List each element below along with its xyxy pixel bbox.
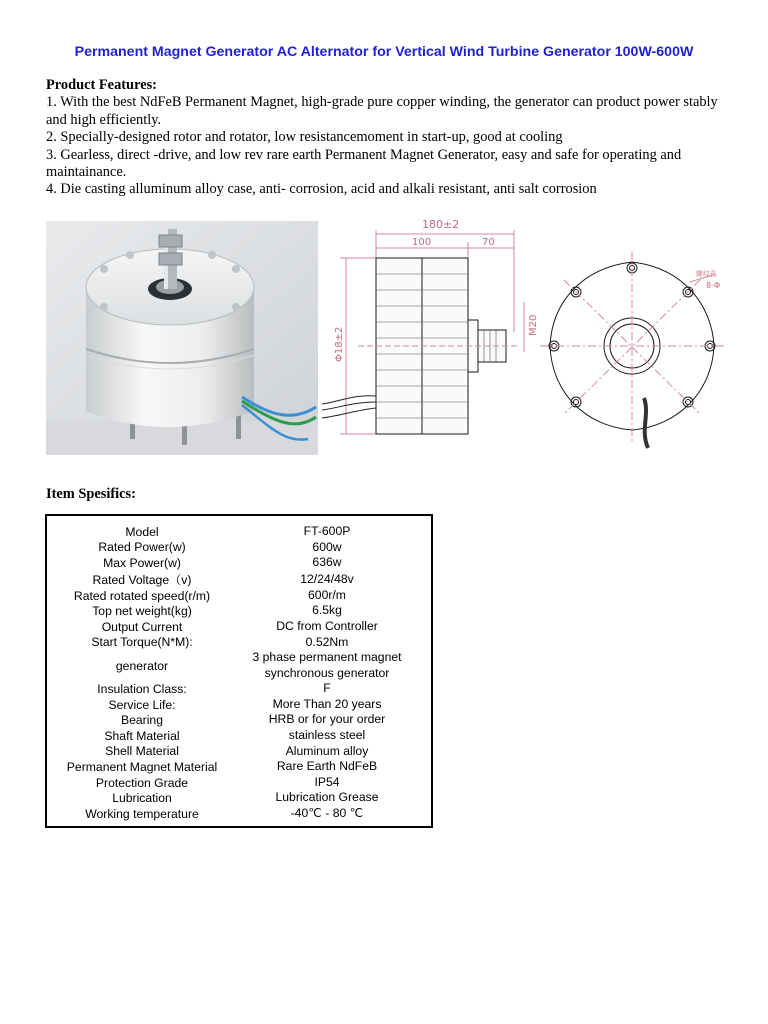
spec-key: Insulation Class: <box>97 681 187 696</box>
spec-row <box>47 759 431 775</box>
spec-value: More Than 20 years <box>272 696 382 711</box>
spec-row <box>47 540 431 556</box>
spec-value: F <box>323 681 331 696</box>
spec-value: 600r/m <box>308 587 346 602</box>
spec-row <box>47 603 431 619</box>
spec-key: Start Torque(N*M): <box>91 635 193 650</box>
spec-value: 3 phase permanent magnet synchronous generator <box>252 650 402 680</box>
spec-value: IP54 <box>314 774 340 789</box>
spec-key: Max Power(w) <box>103 555 181 570</box>
spec-key: Rated Voltage（v) <box>92 572 192 587</box>
spec-key: Shell Material <box>105 744 179 759</box>
spec-key: generator <box>115 658 169 673</box>
spec-value: Aluminum alloy <box>285 743 369 758</box>
spec-row <box>47 697 431 713</box>
spec-table <box>45 514 433 828</box>
dim-diameter-label: Φ18±2 <box>334 326 345 362</box>
feature-item: 1. With the best NdFeB Permanent Magnet, high-grade pure copper winding, the generator can product power stably and high efficiently. <box>46 94 718 128</box>
spec-key: Rated Power(w) <box>98 540 186 555</box>
dim-shaft-label: 70 <box>482 237 495 248</box>
spec-value: Lubrication Grease <box>275 790 379 805</box>
feature-item: 4. Die casting alluminum alloy case, anti- corrosion, acid and alkali resistant, anti salt corrosion <box>46 181 597 198</box>
spec-key: Output Current <box>101 619 183 634</box>
spec-key: Shaft Material <box>104 728 180 743</box>
feature-item: 3. Gearless, direct -drive, and low rev rare earth Permanent Magnet Generator, easy and safe for operating and maintainance. <box>46 146 682 181</box>
spec-row <box>47 555 431 571</box>
technical-drawing <box>318 212 728 458</box>
spec-key: Model <box>125 524 159 539</box>
spec-row <box>47 635 431 651</box>
spec-row <box>47 775 431 791</box>
hole-note: 螺纹孔 <box>696 270 717 278</box>
spec-value: 636w <box>312 555 342 570</box>
features-heading: Product Features: <box>46 77 157 93</box>
spec-key: Permanent Magnet Material <box>66 759 218 774</box>
spec-key: Rated rotated speed(r/m) <box>73 588 211 603</box>
spec-value: Rare Earth NdFeB <box>276 759 378 774</box>
generator-photo <box>46 221 318 455</box>
spec-row <box>47 650 431 681</box>
spec-value: 12/24/48v <box>300 571 354 586</box>
spec-value: 0.52Nm <box>305 634 349 649</box>
spec-heading: Item Spesifics: <box>46 486 136 502</box>
dim-thread-label: M20 <box>528 314 539 336</box>
spec-value: FT-600P <box>303 524 351 539</box>
dim-body-label: 100 <box>412 237 432 248</box>
dim-total-label: 180±2 <box>422 218 460 231</box>
spec-row <box>47 571 431 588</box>
product-features <box>46 77 726 199</box>
spec-key: Working temperature <box>85 806 199 821</box>
spec-key: Top net weight(kg) <box>92 604 192 619</box>
spec-key: Service Life: <box>108 697 176 712</box>
spec-row <box>47 744 431 760</box>
spec-key: Bearing <box>120 713 163 728</box>
feature-item: 2. Specially-designed rotor and rotator, low resistancemoment in start-up, good at cooling <box>46 129 563 146</box>
page-title: Permanent Magnet Generator AC Alternator for Vertical Wind Turbine Generator 100W-600W <box>74 44 694 60</box>
spec-value: stainless steel <box>288 727 366 742</box>
spec-value: -40℃ - 80 ℃ <box>290 805 364 820</box>
spec-row <box>47 790 431 806</box>
hole-count-label: 8-Φ <box>706 281 721 290</box>
spec-row <box>47 728 431 744</box>
spec-row <box>47 681 431 697</box>
spec-row <box>47 588 431 604</box>
spec-row <box>47 524 431 540</box>
spec-row <box>47 712 431 728</box>
spec-row <box>47 619 431 635</box>
spec-key: Protection Grade <box>95 775 189 790</box>
spec-value: 600w <box>312 539 342 554</box>
spec-value: HRB or for your order <box>268 712 386 727</box>
spec-value: DC from Controller <box>276 619 378 634</box>
spec-key: Lubrication <box>112 791 172 806</box>
spec-row <box>47 806 431 822</box>
spec-value: 6.5kg <box>312 603 342 618</box>
